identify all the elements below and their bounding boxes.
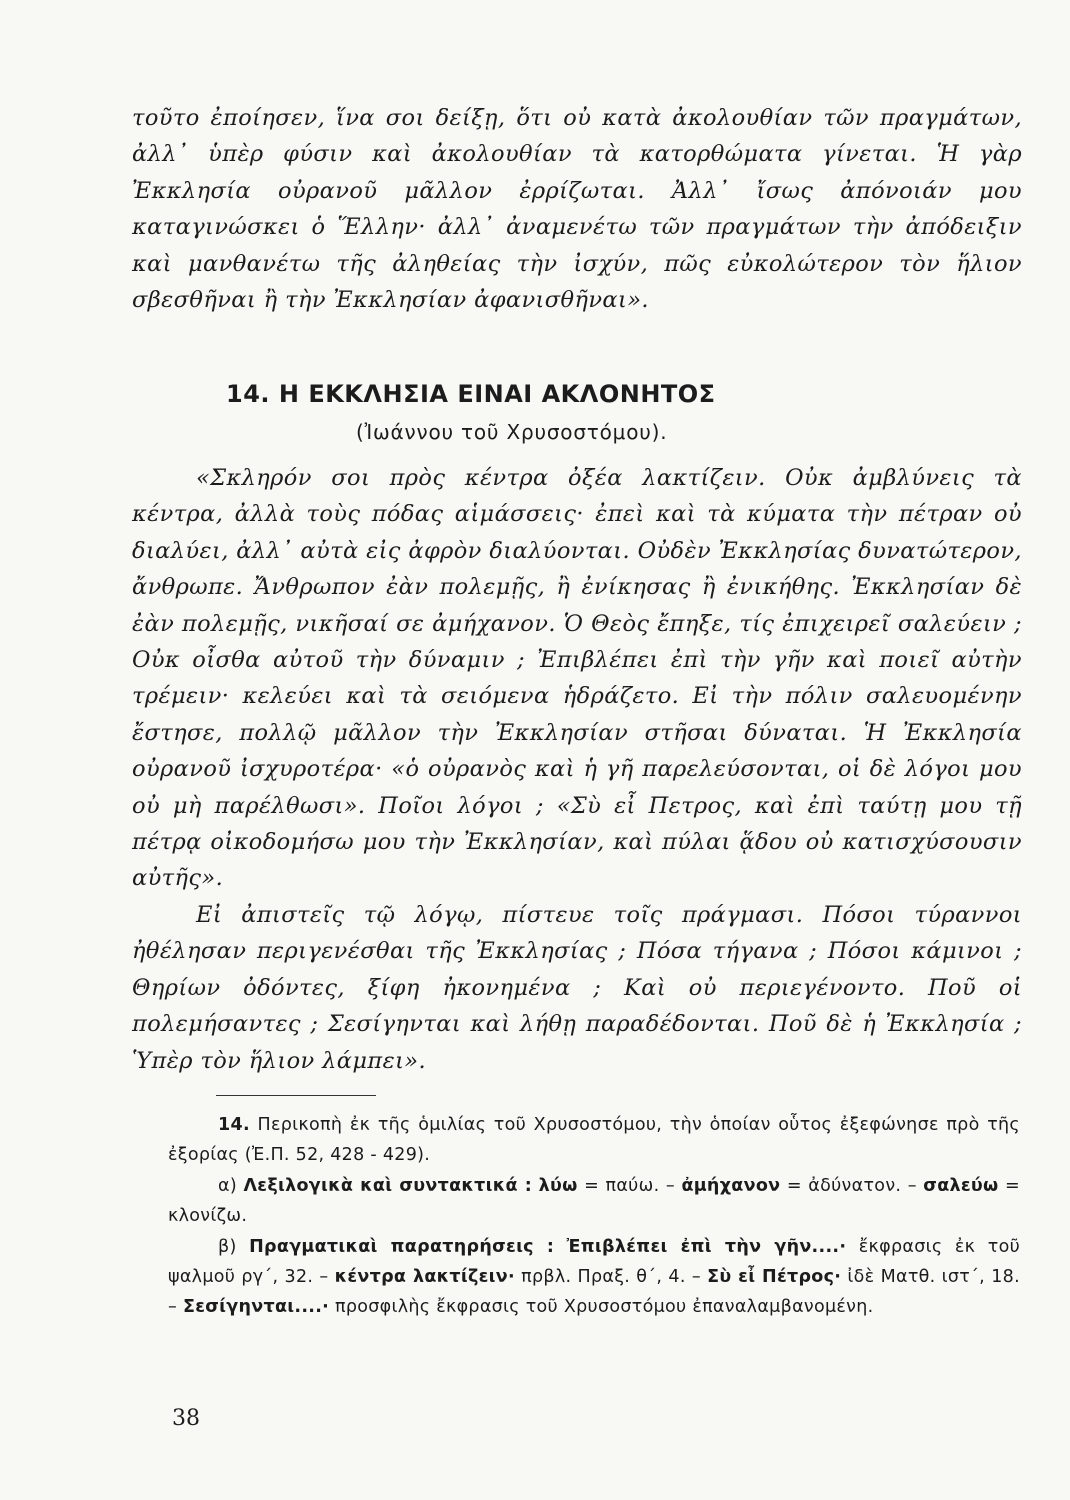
- page-number: 38: [172, 1406, 200, 1431]
- note-a-prefix: α): [218, 1175, 237, 1196]
- footnote-rule: [216, 1095, 376, 1096]
- body-text-main: [132, 460, 1022, 1079]
- note-b-term: κέντρα λακτίζειν·: [334, 1267, 515, 1288]
- note-a-def: = ἀδύνατον. –: [786, 1175, 917, 1196]
- note-a-label: Λεξιλογικὰ καὶ συντακτικά :: [243, 1175, 533, 1196]
- note-text: Περικοπὴ ἐκ τῆς ὁμιλίας τοῦ Χρυσοστόμου, τὴν ὁποίαν οὗτος ἐξεφώνησε πρὸ τῆς ἐξορίας (Ἐ.Π. 52, 428 - 429).: [168, 1115, 1020, 1166]
- paragraph-1: «Σκληρόν σοι πρὸς κέντρα ὀξέα λακτίζειν. Οὐκ ἀμβλύνεις τὰ κέντρα, ἀλλὰ τοὺς πόδας αἱμάσσεις· ἐπεὶ καὶ τὰ κύματα τὴν πέτραν οὐ διαλύει, ἀλλ᾽ αὐτὰ εἰς ἀφρὸν διαλύονται. Οὐδὲν Ἐκκλησίας δυνατώτερον, ἄνθρωπε. Ἄνθρωπον ἐὰν πολεμῇς, ἢ ἐνίκησας ἢ ἐνικήθης. Ἐκκλησίαν δὲ ἐὰν πολεμῇς, νικῆσαί σε ἀμήχανον. Ὁ Θεὸς ἔπηξε, τίς ἐπιχειρεῖ σαλεύειν ; Οὐκ οἶσθα αὐτοῦ τὴν δύναμιν ; Ἐπιβλέπει ἐπὶ τὴν γῆν καὶ ποιεῖ αὐτὴν τρέμειν· κελεύει καὶ τὰ σειόμενα ἡδράζετο. Εἰ τὴν πόλιν σαλευομένην ἔστησε, πολλῷ μᾶλλον τὴν Ἐκκλησίαν στῆσαι δύναται. Ἡ Ἐκκλησία οὐρανοῦ ἰσχυροτέρα· «ὁ οὐρανὸς καὶ ἡ γῆ παρελεύσονται, οἱ δὲ λόγοι μου οὐ μὴ παρέλθωσι». Ποῖοι λόγοι ; «Σὺ εἶ Πετρος, καὶ ἐπὶ ταύτῃ μου τῇ πέτρᾳ οἰκοδομήσω μου τὴν Ἐκκλησίαν, καὶ πύλαι ᾅδου οὐ κατισχύσουσιν αὐτῆς».: [132, 465, 1022, 892]
- note-b-def: πρβλ. Πραξ. θ΄, 4. –: [521, 1267, 701, 1288]
- note-b-label: Πραγματικαὶ παρατηρήσεις :: [249, 1236, 555, 1257]
- note-a: [168, 1171, 1020, 1232]
- note-b-def: προσφιλὴς ἔκφρασις τοῦ Χρυσοστόμου ἐπαναλαμβανομένη.: [335, 1297, 874, 1318]
- note-b-def: ἰδὲ Ματθ. ιστ΄, 18. –: [168, 1267, 1020, 1318]
- note-b: [168, 1232, 1020, 1323]
- body-text: [132, 100, 1022, 318]
- note-a-term: ἀμήχανον: [681, 1175, 781, 1196]
- note-b-term: Σὺ εἶ Πέτρος·: [707, 1267, 842, 1288]
- note-b-term: Ἐπιβλέπει ἐπὶ τὴν γῆν....·: [566, 1236, 847, 1257]
- note-a-term: λύω: [538, 1175, 578, 1196]
- section-subheading: (Ἰωάννου τοῦ Χρυσοστόμου).: [356, 420, 668, 444]
- note-a-def: = παύω. –: [584, 1175, 675, 1196]
- note-a-def: = κλονίζω.: [168, 1175, 1021, 1227]
- note-b-term: Σεσίγηνται....·: [182, 1297, 330, 1318]
- note-intro: [168, 1110, 1020, 1171]
- footnotes: [168, 1110, 1020, 1323]
- intro-paragraph: τοῦτο ἐποίησεν, ἵνα σοι δείξῃ, ὅτι οὐ κατὰ ἀκολουθίαν τῶν πραγμάτων, ἀλλ᾽ ὑπὲρ φύσιν καὶ ἀκολουθίαν τὰ κατορθώματα γίνεται. Ἡ γὰρ Ἐκκλησία οὐρανοῦ μᾶλλον ἐρρίζωται. Ἀλλ᾽ ἴσως ἀπόνοιάν μου καταγινώσκει ὁ Ἕλλην· ἀλλ᾽ ἀναμενέτω τῶν πραγμάτων τὴν ἀπόδειξιν καὶ μανθανέτω τῆς ἀληθείας τὴν ἰσχύν, πῶς εὐκολώτερον τὸν ἥλιον σβεσθῆναι ἢ τὴν Ἐκκλησίαν ἀφανισθῆναι».: [132, 105, 1022, 314]
- note-b-prefix: β): [218, 1236, 237, 1257]
- paragraph-2: Εἰ ἀπιστεῖς τῷ λόγῳ, πίστευε τοῖς πράγμασι. Πόσοι τύραννοι ἠθέλησαν περιγενέσθαι τῆς Ἐκκλησίας ; Πόσα τήγανα ; Πόσοι κάμινοι ; Θηρίων ὀδόντες, ξίφη ἠκονημένα ; Καὶ οὐ περιεγένοντο. Ποῦ οἱ πολεμήσαντες ; Σεσίγηνται καὶ λήθῃ παραδέδονται. Ποῦ δὲ ἡ Ἐκκλησία ; Ὑπὲρ τὸν ἥλιον λάμπει».: [132, 901, 1022, 1074]
- note-number: 14.: [218, 1115, 250, 1135]
- note-b-def: ἔκφρασις ἐκ τοῦ ψαλμοῦ ργ΄, 32. –: [168, 1236, 1021, 1288]
- note-a-term: σαλεύω: [923, 1175, 999, 1196]
- section-heading: 14. Η ΕΚΚΛΗΣΙΑ ΕΙΝΑΙ ΑΚΛΟΝΗΤΟΣ: [226, 380, 716, 408]
